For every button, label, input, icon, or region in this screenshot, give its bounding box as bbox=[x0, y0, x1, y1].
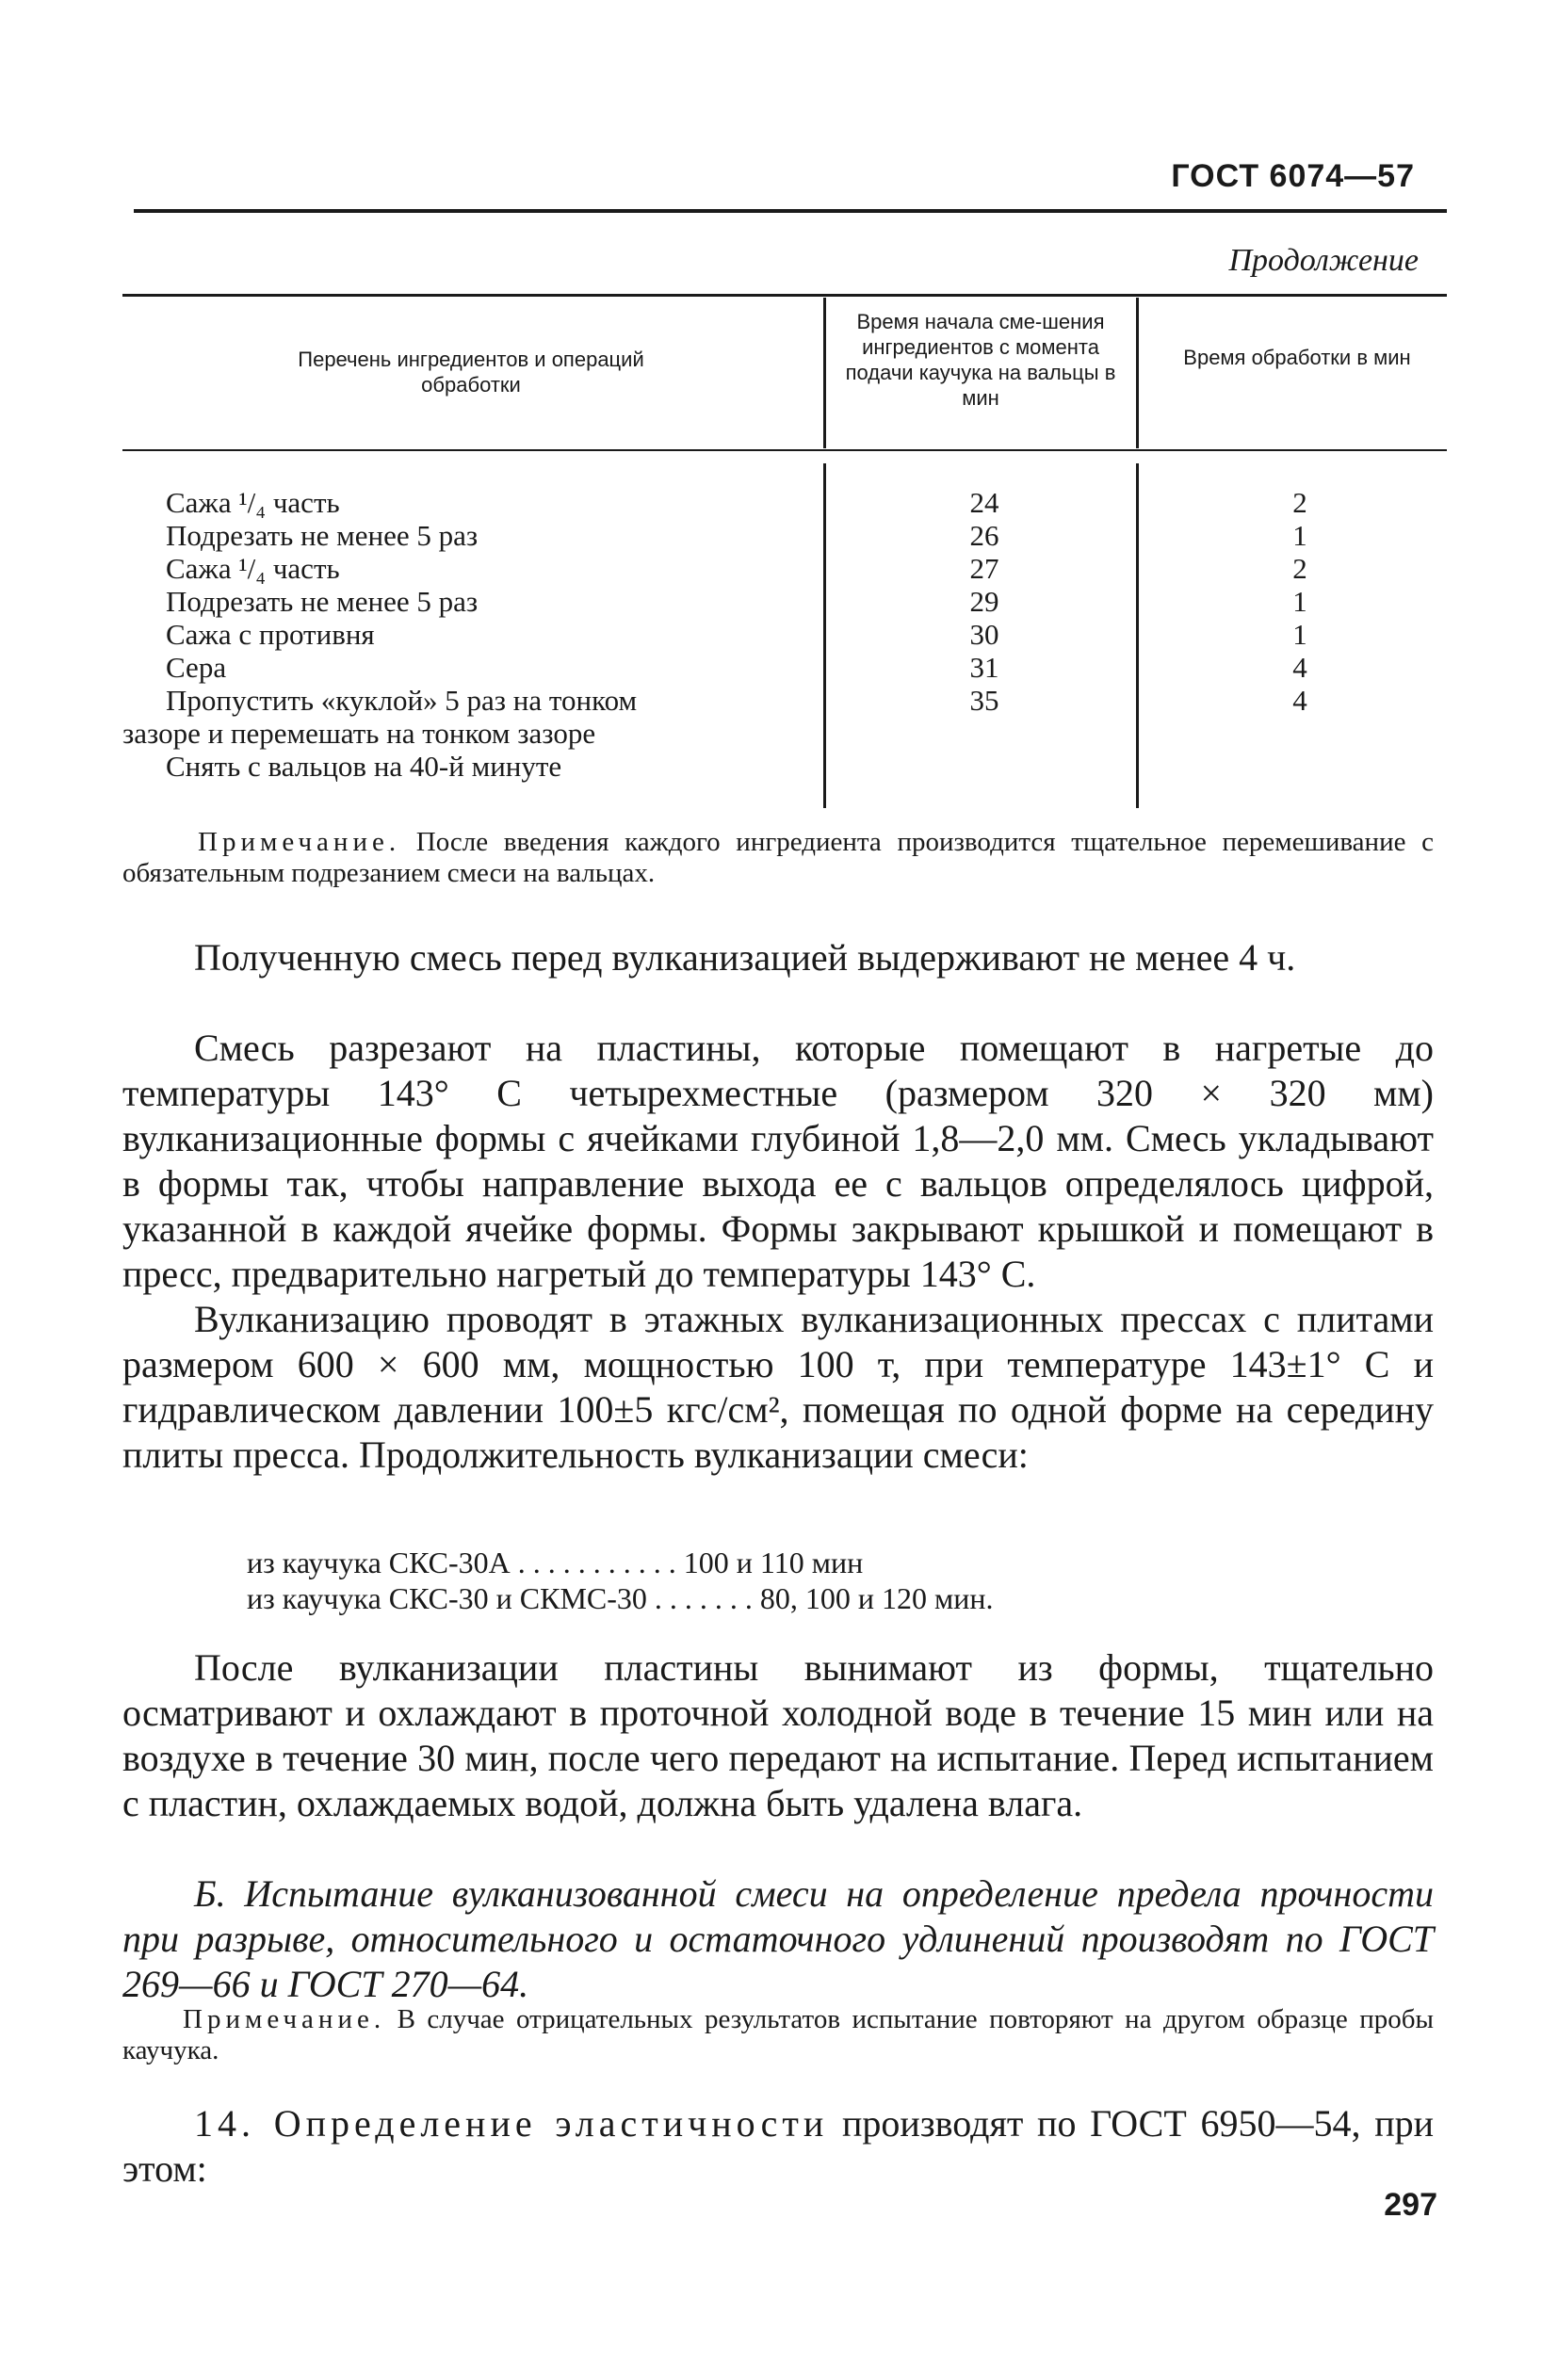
table-row-operation: Снять с вальцов на 40-й минуте bbox=[166, 750, 562, 783]
column-divider bbox=[1136, 463, 1139, 808]
table-row-operation: Пропустить «куклой» 5 раз на тонком bbox=[166, 684, 638, 717]
table-cell-start: 30 bbox=[969, 618, 999, 651]
paragraph-after-vulcanization: После вулканизации пластины вынимают из формы, тщательно осматривают и охлаждают в проточной холодной воде в течение 15 мин или на воздухе в течение 30 мин, после чего передают на испытание. Перед испытанием с пластин, охлаждаемых водой, должна быть удалена влага. bbox=[122, 1646, 1434, 1824]
table-row-operation: Сажа с противня bbox=[166, 618, 375, 651]
table-cell-start: 31 bbox=[969, 651, 999, 684]
table-row-operation: Сера bbox=[166, 651, 227, 684]
table-cell-duration: 4 bbox=[1292, 651, 1307, 684]
table-top-rule bbox=[122, 294, 1447, 297]
table-row-operation: зазоре и перемешать на тонком зазоре bbox=[122, 717, 596, 750]
table-cell-duration: 2 bbox=[1292, 552, 1307, 585]
table-row-operation: Сажа ¹/₄ часть bbox=[166, 486, 340, 519]
table-cell-duration: 1 bbox=[1292, 519, 1307, 552]
section-14-text: производят по ГОСТ 6950—54, при этом: bbox=[122, 2102, 1435, 2190]
table-row-operation: Сажа ¹/₄ часть bbox=[166, 552, 340, 585]
standard-title: ГОСТ 6074—57 bbox=[1171, 158, 1415, 194]
table-cell-start: 24 bbox=[969, 486, 999, 519]
note-text: После введения каждого ингредиента производится тщательное перемешивание с обязательным подрезанием смеси на вальцах. bbox=[122, 827, 1434, 888]
column-divider bbox=[823, 298, 826, 448]
column-header-operations: Перечень ингредиентов и операций обработки bbox=[298, 348, 644, 397]
table-cell-start: 26 bbox=[969, 519, 999, 552]
continuation-label: Продолжение bbox=[1228, 243, 1419, 278]
header-rule bbox=[134, 209, 1447, 213]
table-cell-duration: 2 bbox=[1292, 486, 1307, 519]
paragraph-vulcanization-press: Вулканизацию проводят в этажных вулканизационных прессах с плитами размером 600 × 600 мм, мощностью 100 т, при температуре 143±1° С и гидравлическом давлении 100±5 кгс/см², помещая по одной форме на середину плиты пресса. Продолжительность вулканизации смеси: bbox=[122, 1298, 1434, 1476]
table-cell-start: 35 bbox=[969, 684, 999, 717]
table-row-operation: Подрезать не менее 5 раз bbox=[166, 519, 479, 552]
table-cell-duration: 1 bbox=[1292, 585, 1307, 618]
note-text: В случае отрицательных результатов испытание повторяют на другом образце пробы каучука. bbox=[122, 2004, 1435, 2065]
paragraph-holding-time: Полученную смесь перед вулканизацией выдерживают не менее 4 ч. bbox=[194, 936, 1296, 979]
note-label: Примечание. bbox=[183, 2004, 386, 2034]
paragraph-section-b: Б. Испытание вулканизованной смеси на определение предела прочности при разрыве, относительного и остаточного удлинений производят по ГОСТ 269—66 и ГОСТ 270—64. bbox=[122, 1872, 1434, 2005]
column-header-duration: Время обработки в мин bbox=[1183, 346, 1411, 369]
column-divider bbox=[823, 463, 826, 808]
vulcanization-time-line: из каучука СКС-30 и СКМС-30 . . . . . . . 80, 100 и 120 мин. bbox=[247, 1581, 994, 1615]
vulcanization-time-line: из каучука СКС-30А . . . . . . . . . . . 100 и 110 мин bbox=[247, 1546, 864, 1579]
table-cell-start: 27 bbox=[969, 552, 999, 585]
paragraph-cutting-plates: Смесь разрезают на пластины, которые помещают в нагретые до температуры 143° С четырехместные (размером 320 × 320 мм) вулканизационные формы с ячейками глубиной 1,8—2,0 мм. Смесь укладывают в формы так, чтобы направление выхода ее с вальцов определялось цифрой, указанной в каждой ячейке формы. Формы закрывают крышкой и помещают в пресс, предварительно нагретый до температуры 143° С. bbox=[122, 1027, 1434, 1295]
table-header-rule bbox=[122, 449, 1447, 451]
table-cell-start: 29 bbox=[969, 585, 999, 618]
table-row-operation: Подрезать не менее 5 раз bbox=[166, 585, 479, 618]
section-b-note bbox=[122, 2004, 1434, 2066]
section-14-lead: 14. Определение эластичности bbox=[194, 2102, 829, 2145]
section-14 bbox=[122, 2101, 1434, 2192]
page-number: 297 bbox=[1384, 2187, 1437, 2223]
table-note bbox=[122, 827, 1434, 889]
table-cell-duration: 4 bbox=[1292, 684, 1307, 717]
column-header-start-time: Время начала сме-шения ингредиентов с момента подачи каучука на вальцы в мин bbox=[845, 310, 1116, 410]
table-cell-duration: 1 bbox=[1292, 618, 1307, 651]
note-label: Примечание. bbox=[198, 827, 401, 857]
column-divider bbox=[1136, 298, 1139, 448]
